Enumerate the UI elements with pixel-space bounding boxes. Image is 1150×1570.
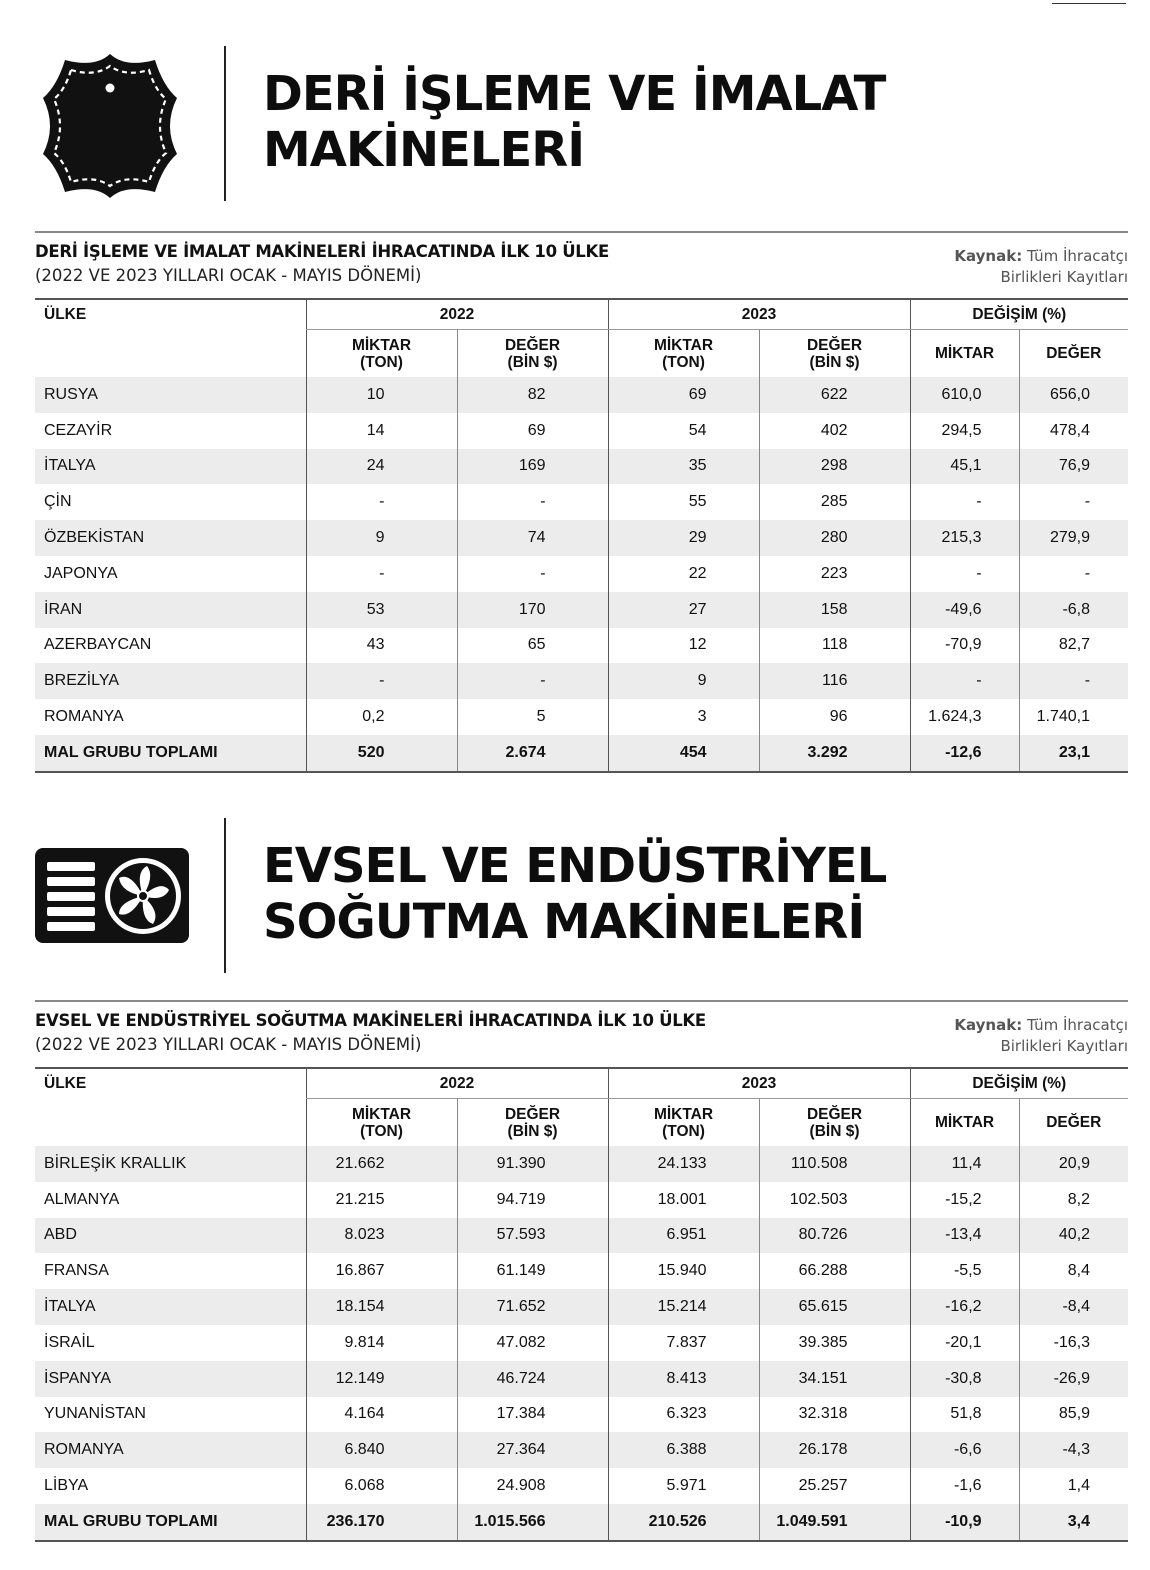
cell-deger-2022: 69 [457, 413, 608, 449]
cell-deger-2023: 26.178 [759, 1432, 910, 1468]
source-line-2: Birlikleri Kayıtları [1000, 1037, 1128, 1055]
cell-miktar-2022: 21.215 [306, 1182, 457, 1218]
cell-miktar-2023: 9 [608, 663, 759, 699]
cell-miktar-2022: 43 [306, 628, 457, 664]
col-change-miktar: MİKTAR [910, 330, 1019, 378]
cell-deger-2023: 223 [759, 556, 910, 592]
table-subtitle: (2022 VE 2023 YILLARI OCAK - MAYIS DÖNEMİ) [35, 266, 422, 285]
col-year-2023: 2023 [608, 1068, 910, 1099]
table-title: DERİ İŞLEME VE İMALAT MAKİNELERİ İHRACATINDA İLK 10 ÜLKE [35, 242, 609, 261]
cell-miktar-2023: 18.001 [608, 1182, 759, 1218]
cell-country: RUSYA [35, 377, 306, 413]
col-deger-2023: DEĞER (BİN $) [759, 1099, 910, 1147]
source-line-1: Tüm İhracatçı [1026, 1016, 1128, 1034]
cell-change-deger: 20,9 [1019, 1146, 1128, 1182]
cell-miktar-2023: 454 [608, 735, 759, 772]
cell-change-miktar: -49,6 [910, 592, 1019, 628]
cell-change-deger: - [1019, 484, 1128, 520]
cell-deger-2022: 82 [457, 377, 608, 413]
cell-deger-2022: 170 [457, 592, 608, 628]
cell-deger-2022: 24.908 [457, 1468, 608, 1504]
table-row [35, 628, 1128, 664]
col-year-2022: 2022 [306, 1068, 608, 1099]
cell-miktar-2022: - [306, 663, 457, 699]
source-note [954, 246, 1128, 288]
table-body [35, 1146, 1128, 1541]
source-note [954, 1015, 1128, 1057]
table-header-block [35, 1000, 1128, 1062]
cell-country: MAL GRUBU TOPLAMI [35, 735, 306, 772]
cell-country: ABD [35, 1218, 306, 1254]
cell-change-miktar: 215,3 [910, 520, 1019, 556]
cell-miktar-2023: 54 [608, 413, 759, 449]
cell-change-miktar: - [910, 484, 1019, 520]
cell-change-deger: -6,8 [1019, 592, 1128, 628]
col-change-deger: DEĞER [1019, 1099, 1128, 1147]
col-change: DEĞİŞİM (%) [910, 299, 1128, 330]
cell-change-miktar: 45,1 [910, 449, 1019, 485]
cell-miktar-2023: 210.526 [608, 1504, 759, 1541]
cell-change-miktar: - [910, 556, 1019, 592]
cell-miktar-2023: 22 [608, 556, 759, 592]
table-row [35, 1253, 1128, 1289]
cell-miktar-2023: 5.971 [608, 1468, 759, 1504]
cell-deger-2023: 1.049.591 [759, 1504, 910, 1541]
table-row [35, 413, 1128, 449]
table-row [35, 556, 1128, 592]
cell-deger-2023: 32.318 [759, 1397, 910, 1433]
cell-miktar-2022: 9.814 [306, 1325, 457, 1361]
cell-country: İSRAİL [44, 1333, 95, 1351]
cell-miktar-2023: 12 [608, 628, 759, 664]
col-change-deger: DEĞER [1019, 330, 1128, 378]
cell-country: ROMANYA [35, 1432, 306, 1468]
cell-miktar-2022: 8.023 [306, 1218, 457, 1254]
hero-leather [35, 46, 1128, 206]
cell-miktar-2023: 35 [608, 449, 759, 485]
table-row [35, 663, 1128, 699]
title-line-2: MAKİNELERİ [263, 122, 585, 178]
page-title [263, 66, 885, 178]
cell-country: YUNANİSTAN [44, 1405, 146, 1423]
cell-miktar-2022: 4.164 [306, 1397, 457, 1433]
cell-miktar-2022: 18.154 [306, 1289, 457, 1325]
cell-change-miktar: 610,0 [910, 377, 1019, 413]
cell-change-deger: -8,4 [1019, 1289, 1128, 1325]
cell-deger-2022: 57.593 [457, 1218, 608, 1254]
cell-miktar-2022: 53 [306, 592, 457, 628]
cell-miktar-2022: 236.170 [306, 1504, 457, 1541]
col-change: DEĞİŞİM (%) [910, 1068, 1128, 1099]
table-title: EVSEL VE ENDÜSTRİYEL SOĞUTMA MAKİNELERİ İHRACATINDA İLK 10 ÜLKE [35, 1011, 706, 1030]
cell-country: JAPONYA [44, 564, 118, 582]
cell-miktar-2023: 69 [608, 377, 759, 413]
source-line-1: Tüm İhracatçı [1026, 247, 1128, 265]
table-row [35, 449, 1128, 485]
cell-miktar-2023: 6.323 [608, 1397, 759, 1433]
cell-change-miktar: 11,4 [910, 1146, 1019, 1182]
cell-deger-2022: - [457, 484, 608, 520]
cell-country: AZERBAYCAN [44, 636, 152, 654]
cell-change-deger: 82,7 [1019, 628, 1128, 664]
cell-change-miktar: -1,6 [910, 1468, 1019, 1504]
cell-deger-2022: 47.082 [457, 1325, 608, 1361]
cell-change-deger: 1.740,1 [1019, 699, 1128, 735]
title-line-1: EVSEL VE ENDÜSTRİYEL [263, 838, 887, 894]
cell-deger-2023: 102.503 [759, 1182, 910, 1218]
export-table [35, 1067, 1128, 1542]
page-title [263, 838, 886, 950]
cell-change-deger: 279,9 [1019, 520, 1128, 556]
cell-deger-2023: 66.288 [759, 1253, 910, 1289]
cell-country: İTALYA [35, 449, 306, 485]
table-row [35, 1432, 1128, 1468]
table-subtitle: (2022 VE 2023 YILLARI OCAK - MAYIS DÖNEMİ) [35, 1035, 422, 1054]
cell-country: BREZİLYA [35, 663, 306, 699]
cell-miktar-2023: 6.388 [608, 1432, 759, 1468]
cell-deger-2022: 91.390 [457, 1146, 608, 1182]
cell-change-miktar: -5,5 [910, 1253, 1019, 1289]
cell-miktar-2022: 6.068 [306, 1468, 457, 1504]
cell-deger-2022: 94.719 [457, 1182, 608, 1218]
cell-change-miktar: -16,2 [910, 1289, 1019, 1325]
table-row [35, 699, 1128, 735]
cell-deger-2022: - [457, 556, 608, 592]
cell-deger-2023: 118 [759, 628, 910, 664]
cell-deger-2022: 27.364 [457, 1432, 608, 1468]
leather-hide-icon [35, 46, 195, 206]
hero-divider [224, 818, 226, 973]
col-deger-2022: DEĞER (BİN $) [457, 330, 608, 378]
cell-deger-2022: 17.384 [457, 1397, 608, 1433]
cell-country: ÇİN [44, 493, 72, 511]
cell-change-deger: 8,2 [1019, 1182, 1128, 1218]
table-row [35, 1289, 1128, 1325]
cell-deger-2022: 65 [457, 628, 608, 664]
cell-country: İRAN [35, 592, 306, 628]
cell-miktar-2023: 6.951 [608, 1218, 759, 1254]
cell-country: ROMANYA [44, 708, 124, 726]
cell-deger-2023: 96 [759, 699, 910, 735]
cell-country: MAL GRUBU TOPLAMI [35, 1504, 306, 1541]
col-deger-2022: DEĞER (BİN $) [457, 1099, 608, 1147]
cell-deger-2023: 622 [759, 377, 910, 413]
title-line-2: SOĞUTMA MAKİNELERİ [263, 894, 865, 950]
cell-change-deger: 656,0 [1019, 377, 1128, 413]
cell-deger-2022: 1.015.566 [457, 1504, 608, 1541]
cell-change-deger: 40,2 [1019, 1218, 1128, 1254]
col-deger-2023: DEĞER (BİN $) [759, 330, 910, 378]
col-change-miktar: MİKTAR [910, 1099, 1019, 1147]
cell-miktar-2023: 24.133 [608, 1146, 759, 1182]
cell-country: ALMANYA [44, 1190, 120, 1208]
cell-country: İSPANYA [35, 1361, 306, 1397]
cell-deger-2023: 110.508 [759, 1146, 910, 1182]
cell-miktar-2022: 6.840 [306, 1432, 457, 1468]
cell-change-deger: - [1019, 556, 1128, 592]
cell-change-miktar: 1.624,3 [910, 699, 1019, 735]
cell-deger-2023: 298 [759, 449, 910, 485]
cell-miktar-2022: - [306, 484, 457, 520]
source-line-2: Birlikleri Kayıtları [1000, 268, 1128, 286]
table-row [35, 1397, 1128, 1433]
cell-miktar-2022: 9 [306, 520, 457, 556]
cell-miktar-2023: 15.214 [608, 1289, 759, 1325]
cell-deger-2023: 25.257 [759, 1468, 910, 1504]
table-row [35, 1361, 1128, 1397]
table-row [35, 1218, 1128, 1254]
cell-deger-2022: 2.674 [457, 735, 608, 772]
cell-deger-2023: 402 [759, 413, 910, 449]
cell-change-miktar: -20,1 [910, 1325, 1019, 1361]
cell-change-miktar: -70,9 [910, 628, 1019, 664]
col-country: ÜLKE [35, 299, 306, 377]
cell-miktar-2022: 12.149 [306, 1361, 457, 1397]
title-line-1: DERİ İŞLEME VE İMALAT [263, 66, 886, 122]
cell-deger-2022: 74 [457, 520, 608, 556]
table-header-block [35, 231, 1128, 293]
table-row [35, 484, 1128, 520]
cell-change-deger: 85,9 [1019, 1397, 1128, 1433]
cell-miktar-2022: 520 [306, 735, 457, 772]
export-table [35, 298, 1128, 773]
cell-miktar-2022: 16.867 [306, 1253, 457, 1289]
cell-miktar-2023: 7.837 [608, 1325, 759, 1361]
cell-deger-2023: 34.151 [759, 1361, 910, 1397]
hero-cooling [35, 818, 1128, 978]
cell-miktar-2023: 8.413 [608, 1361, 759, 1397]
cell-change-deger: 3,4 [1019, 1504, 1128, 1541]
top-rule [1052, 0, 1126, 4]
ac-unit-fan-icon [35, 818, 195, 978]
cell-change-deger: 8,4 [1019, 1253, 1128, 1289]
cell-deger-2022: 5 [457, 699, 608, 735]
cell-deger-2023: 39.385 [759, 1325, 910, 1361]
cell-miktar-2023: 3 [608, 699, 759, 735]
table-row [35, 520, 1128, 556]
cell-change-miktar: -15,2 [910, 1182, 1019, 1218]
col-miktar-2023: MİKTAR (TON) [608, 330, 759, 378]
col-country: ÜLKE [35, 1068, 306, 1146]
cell-change-deger: 23,1 [1019, 735, 1128, 772]
cell-deger-2023: 285 [759, 484, 910, 520]
cell-change-deger: -16,3 [1019, 1325, 1128, 1361]
cell-change-deger: -4,3 [1019, 1432, 1128, 1468]
cell-country: ÖZBEKİSTAN [35, 520, 306, 556]
cell-country: İTALYA [35, 1289, 306, 1325]
cell-country: CEZAYİR [44, 421, 113, 439]
cell-miktar-2022: 0,2 [306, 699, 457, 735]
cell-miktar-2023: 29 [608, 520, 759, 556]
cell-deger-2023: 80.726 [759, 1218, 910, 1254]
cell-change-miktar: 51,8 [910, 1397, 1019, 1433]
cell-country: FRANSA [44, 1262, 109, 1280]
cell-change-miktar: -10,9 [910, 1504, 1019, 1541]
cell-country: BİRLEŞİK KRALLIK [35, 1146, 306, 1182]
cell-deger-2022: 61.149 [457, 1253, 608, 1289]
col-miktar-2022: MİKTAR (TON) [306, 1099, 457, 1147]
col-year-2023: 2023 [608, 299, 910, 330]
cell-change-miktar: -6,6 [910, 1432, 1019, 1468]
col-miktar-2022: MİKTAR (TON) [306, 330, 457, 378]
col-year-2022: 2022 [306, 299, 608, 330]
hero-divider [224, 46, 226, 201]
cell-deger-2023: 280 [759, 520, 910, 556]
cell-deger-2022: 46.724 [457, 1361, 608, 1397]
cell-change-deger: 76,9 [1019, 449, 1128, 485]
table-row [35, 1146, 1128, 1182]
cell-change-miktar: 294,5 [910, 413, 1019, 449]
cell-miktar-2022: 10 [306, 377, 457, 413]
cell-miktar-2023: 55 [608, 484, 759, 520]
total-row [35, 1504, 1128, 1541]
total-row [35, 735, 1128, 772]
source-label: Kaynak: [954, 1016, 1023, 1034]
table-body [35, 377, 1128, 772]
cell-miktar-2022: - [306, 556, 457, 592]
cell-deger-2023: 158 [759, 592, 910, 628]
cell-change-deger: - [1019, 663, 1128, 699]
table-row [35, 377, 1128, 413]
cell-deger-2023: 116 [759, 663, 910, 699]
cell-country: LİBYA [44, 1477, 89, 1495]
cell-deger-2022: - [457, 663, 608, 699]
cell-miktar-2022: 24 [306, 449, 457, 485]
cell-change-deger: 478,4 [1019, 413, 1128, 449]
cell-deger-2023: 65.615 [759, 1289, 910, 1325]
cell-change-miktar: - [910, 663, 1019, 699]
cell-deger-2022: 71.652 [457, 1289, 608, 1325]
cell-change-miktar: -30,8 [910, 1361, 1019, 1397]
table-row [35, 1325, 1128, 1361]
table-row [35, 592, 1128, 628]
cell-deger-2022: 169 [457, 449, 608, 485]
cell-miktar-2022: 14 [306, 413, 457, 449]
cell-miktar-2022: 21.662 [306, 1146, 457, 1182]
cell-miktar-2023: 15.940 [608, 1253, 759, 1289]
cell-miktar-2023: 27 [608, 592, 759, 628]
table-row [35, 1182, 1128, 1218]
cell-deger-2023: 3.292 [759, 735, 910, 772]
cell-change-deger: -26,9 [1019, 1361, 1128, 1397]
cell-change-miktar: -13,4 [910, 1218, 1019, 1254]
cell-change-deger: 1,4 [1019, 1468, 1128, 1504]
source-label: Kaynak: [954, 247, 1023, 265]
table-row [35, 1468, 1128, 1504]
cell-change-miktar: -12,6 [910, 735, 1019, 772]
col-miktar-2023: MİKTAR (TON) [608, 1099, 759, 1147]
